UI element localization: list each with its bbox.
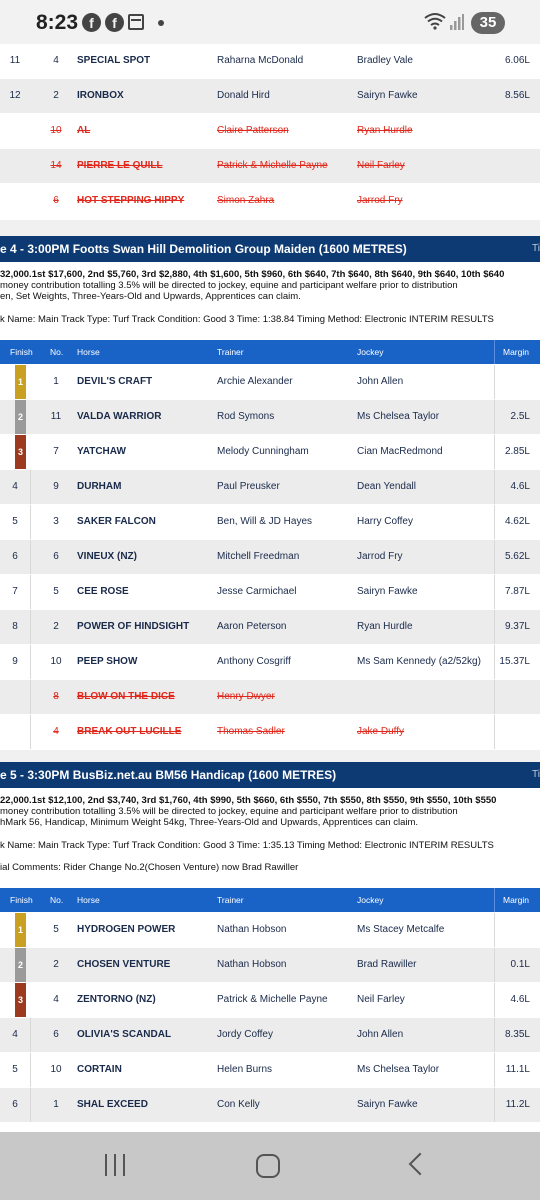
- margin: 2.5L: [510, 411, 530, 422]
- margin: 11.1L: [505, 1064, 530, 1075]
- col-jockey: Jockey: [357, 347, 384, 357]
- race-5-conditions: [0, 795, 540, 828]
- col-trainer: Trainer: [217, 347, 244, 357]
- horse-name[interactable]: VALDA WARRIOR: [77, 411, 162, 422]
- horse-name[interactable]: AL: [77, 125, 91, 136]
- horse-name[interactable]: YATCHAW: [77, 446, 126, 457]
- prize-note: money contribution totalling 3.5% will be directed to jockey, equine and participant welfare prior to distribution: [0, 806, 458, 817]
- horse-number: 2: [53, 90, 59, 101]
- horse-name[interactable]: CORTAIN: [77, 1064, 122, 1075]
- race-5-comments: ial Comments: Rider Change No.2(Chosen Venture) now Brad Rawiller: [0, 862, 299, 873]
- finish-position: 12: [9, 90, 21, 101]
- trainer-name[interactable]: Jesse Carmichael: [217, 586, 297, 597]
- trainer-name[interactable]: Nathan Hobson: [217, 924, 287, 935]
- horse-name[interactable]: DEVIL'S CRAFT: [77, 376, 153, 387]
- table-row[interactable]: [0, 1018, 540, 1052]
- jockey-name[interactable]: Bradley Vale: [357, 55, 413, 66]
- jockey-name[interactable]: Neil Farley: [357, 160, 405, 171]
- wifi-icon: [424, 12, 446, 34]
- table-row[interactable]: [0, 1088, 540, 1122]
- horse-number: 6: [53, 1029, 59, 1040]
- results-page[interactable]: [0, 44, 540, 1132]
- jockey-name[interactable]: Sairyn Fawke: [357, 1099, 418, 1110]
- finish-position: 5: [12, 1064, 18, 1075]
- trainer-name[interactable]: Claire Patterson: [217, 125, 289, 136]
- col-finish: Finish: [10, 347, 33, 357]
- horse-number: 10: [50, 125, 62, 136]
- horse-name[interactable]: OLIVIA'S SCANDAL: [77, 1029, 172, 1040]
- horse-name[interactable]: HYDROGEN POWER: [77, 924, 176, 935]
- col-no: No.: [50, 895, 64, 905]
- horse-number: 10: [50, 1064, 62, 1075]
- trainer-name[interactable]: Patrick & Michelle Payne: [217, 160, 328, 171]
- prize-money: 32,000.1st $17,600, 2nd $5,760, 3rd $2,880, 4th $1,600, 5th $960, 6th $640, 7th $640, 8th $640, 9th $640, 10th $640: [0, 269, 505, 280]
- status-bar: [0, 0, 540, 44]
- table-row[interactable]: [0, 575, 540, 609]
- clock: 8:23: [36, 11, 79, 34]
- race-conditions: en, Set Weights, Three-Years-Old and Upwards, Apprentices can claim.: [0, 291, 301, 302]
- calendar-icon: [128, 14, 144, 30]
- second-place-badge: 2: [15, 400, 26, 434]
- trainer-name[interactable]: Paul Preusker: [217, 481, 280, 492]
- horse-name[interactable]: BREAK OUT LUCILLE: [77, 726, 182, 737]
- battery-icon: 35: [471, 12, 505, 34]
- finish-position: 8: [12, 621, 18, 632]
- trainer-name[interactable]: Ben, Will & JD Hayes: [217, 516, 313, 527]
- jockey-name[interactable]: Ms Stacey Metcalfe: [357, 924, 445, 935]
- finish-position: 5: [12, 516, 18, 527]
- jockey-name[interactable]: Harry Coffey: [357, 516, 413, 527]
- notification-dot-icon: [158, 20, 164, 26]
- margin: 0.1L: [510, 959, 530, 970]
- horse-name[interactable]: SHAL EXCEED: [77, 1099, 148, 1110]
- horse-number: 10: [50, 656, 62, 667]
- first-place-badge: 1: [15, 365, 26, 399]
- trainer-name[interactable]: Aaron Peterson: [217, 621, 287, 632]
- horse-name[interactable]: PIERRE LE QUILL: [77, 160, 163, 171]
- horse-number: 5: [53, 924, 59, 935]
- margin: 8.35L: [504, 1029, 530, 1040]
- jockey-name[interactable]: Ms Chelsea Taylor: [357, 411, 440, 422]
- trainer-name[interactable]: Donald Hird: [217, 90, 270, 101]
- table-row[interactable]: [0, 610, 540, 644]
- col-finish: Finish: [10, 895, 33, 905]
- facebook-icon: f: [82, 13, 101, 32]
- trainer-name[interactable]: Raharna McDonald: [217, 55, 304, 66]
- margin: 15.37L: [499, 656, 530, 667]
- horse-number: 4: [53, 55, 59, 66]
- horse-name[interactable]: ZENTORNO (NZ): [77, 994, 156, 1005]
- second-place-badge: 2: [15, 948, 26, 982]
- margin: 4.6L: [510, 481, 530, 492]
- prize-money: 22,000.1st $12,100, 2nd $3,740, 3rd $1,760, 4th $990, 5th $660, 6th $550, 7th $550, 8th $550, 9th $550, 10th $550: [0, 795, 497, 806]
- horse-number: 5: [53, 586, 59, 597]
- jockey-name[interactable]: Ryan Hurdle: [357, 125, 413, 136]
- trainer-name[interactable]: Jordy Coffey: [217, 1029, 273, 1040]
- table-row[interactable]: [0, 540, 540, 574]
- jockey-name[interactable]: Jarrod Fry: [357, 551, 403, 562]
- section-divider: [0, 750, 540, 762]
- margin: 4.6L: [510, 994, 530, 1005]
- third-place-badge: 3: [15, 983, 26, 1017]
- race-title: e 5 - 3:30PM BusBiz.net.au BM56 Handicap (1600 METRES): [0, 768, 337, 782]
- trainer-name[interactable]: Thomas Sadler: [217, 726, 285, 737]
- col-margin: Margin: [503, 895, 529, 905]
- margin: 9.37L: [504, 621, 530, 632]
- table-row[interactable]: [0, 505, 540, 539]
- table-row-scratched[interactable]: [0, 149, 540, 183]
- jockey-name[interactable]: Jarrod Fry: [357, 195, 403, 206]
- race-5-header[interactable]: [0, 762, 540, 788]
- race-4-header[interactable]: [0, 236, 540, 262]
- system-navigation-bar: [0, 1132, 540, 1200]
- table-row[interactable]: [0, 400, 540, 434]
- horse-name[interactable]: BLOW ON THE DICE: [77, 691, 175, 702]
- jockey-name[interactable]: Sairyn Fawke: [357, 90, 418, 101]
- horse-number: 8: [53, 691, 59, 702]
- horse-number: 4: [53, 726, 59, 737]
- trainer-name[interactable]: Melody Cunningham: [217, 446, 309, 457]
- trainer-name[interactable]: Nathan Hobson: [217, 959, 287, 970]
- finish-position: 9: [12, 656, 18, 667]
- finish-position: 6: [12, 551, 18, 562]
- margin: 7.87L: [504, 586, 530, 597]
- horse-number: 1: [53, 376, 59, 387]
- finish-position: 4: [12, 1029, 18, 1040]
- table-row-scratched[interactable]: [0, 680, 540, 714]
- table-row-scratched[interactable]: [0, 114, 540, 148]
- jockey-name[interactable]: Brad Rawiller: [357, 959, 417, 970]
- jockey-name[interactable]: John Allen: [357, 376, 404, 387]
- jockey-name[interactable]: John Allen: [357, 1029, 404, 1040]
- first-place-badge: 1: [15, 913, 26, 947]
- race-conditions: hMark 56, Handicap, Minimum Weight 54kg, Three-Years-Old and Upwards, Apprentices can claim.: [0, 817, 419, 828]
- recent-apps-icon[interactable]: [105, 1154, 127, 1176]
- jockey-name[interactable]: Sairyn Fawke: [357, 586, 418, 597]
- jockey-name[interactable]: Neil Farley: [357, 994, 405, 1005]
- race-4-conditions: [0, 269, 540, 302]
- jockey-name[interactable]: Dean Yendall: [357, 481, 416, 492]
- horse-number: 6: [53, 551, 59, 562]
- signal-icon: [450, 14, 464, 30]
- section-divider: [0, 220, 540, 236]
- margin: 8.56L: [504, 90, 530, 101]
- back-icon[interactable]: [409, 1153, 432, 1176]
- jockey-name[interactable]: Jake Duffy: [357, 726, 405, 737]
- trainer-name[interactable]: Helen Burns: [217, 1064, 273, 1075]
- table-row[interactable]: [0, 1053, 540, 1087]
- col-margin: Margin: [503, 347, 529, 357]
- table-row[interactable]: [0, 435, 540, 469]
- horse-name[interactable]: CEE ROSE: [77, 586, 129, 597]
- horse-number: 11: [50, 411, 62, 422]
- horse-number: 9: [53, 481, 59, 492]
- jockey-name[interactable]: Cian MacRedmond: [357, 446, 443, 457]
- finish-position: 11: [9, 55, 21, 66]
- margin: 11.2L: [505, 1099, 530, 1110]
- finish-position: 6: [12, 1099, 18, 1110]
- race-title: e 4 - 3:00PM Footts Swan Hill Demolition Group Maiden (1600 METRES): [0, 242, 407, 256]
- margin: 6.06L: [504, 55, 530, 66]
- horse-name[interactable]: VINEUX (NZ): [77, 551, 137, 562]
- table-row[interactable]: [0, 983, 540, 1017]
- horse-name[interactable]: POWER OF HINDSIGHT: [77, 621, 190, 632]
- margin: 4.62L: [504, 516, 530, 527]
- table-row[interactable]: [0, 44, 540, 78]
- trainer-name[interactable]: Mitchell Freedman: [217, 551, 300, 562]
- trainer-name[interactable]: Rod Symons: [217, 411, 275, 422]
- jockey-name[interactable]: Ms Sam Kennedy (a2/52kg): [357, 656, 481, 667]
- margin: 5.62L: [504, 551, 530, 562]
- col-trainer: Trainer: [217, 895, 244, 905]
- table-row[interactable]: [0, 948, 540, 982]
- horse-number: 14: [50, 160, 62, 171]
- home-icon[interactable]: [256, 1154, 280, 1178]
- horse-name[interactable]: HOT STEPPING HIPPY: [77, 195, 185, 206]
- horse-number: 7: [53, 446, 59, 457]
- horse-name[interactable]: CHOSEN VENTURE: [77, 959, 171, 970]
- col-no: No.: [50, 347, 64, 357]
- margin: 2.85L: [504, 446, 530, 457]
- horse-name[interactable]: DURHAM: [77, 481, 122, 492]
- finish-position: 7: [12, 586, 18, 597]
- third-place-badge: 3: [15, 435, 26, 469]
- race-4-table-header: [0, 340, 540, 364]
- horse-number: 4: [53, 994, 59, 1005]
- table-row[interactable]: [0, 470, 540, 504]
- race-4-track-info: k Name: Main Track Type: Turf Track Condition: Good 3 Time: 1:38.84 Timing Method: Electronic INTERIM RESULTS: [0, 314, 494, 325]
- table-row-scratched[interactable]: [0, 715, 540, 749]
- trainer-name[interactable]: Simon Zahra: [217, 195, 275, 206]
- jockey-name[interactable]: Ms Chelsea Taylor: [357, 1064, 440, 1075]
- table-row[interactable]: [0, 365, 540, 399]
- facebook-icon: f: [105, 13, 124, 32]
- trainer-name[interactable]: Con Kelly: [217, 1099, 260, 1110]
- jockey-name[interactable]: Ryan Hurdle: [357, 621, 413, 632]
- trainer-name[interactable]: Archie Alexander: [217, 376, 293, 387]
- finish-position: 4: [12, 481, 18, 492]
- table-row[interactable]: [0, 645, 540, 679]
- horse-name[interactable]: SPECIAL SPOT: [77, 55, 151, 66]
- trainer-name[interactable]: Henry Dwyer: [217, 691, 275, 702]
- horse-number: 3: [53, 516, 59, 527]
- race-header-time-label: Ti: [532, 243, 540, 254]
- table-row[interactable]: [0, 79, 540, 113]
- race-header-time-label: Ti: [532, 769, 540, 780]
- prize-note: money contribution totalling 3.5% will be directed to jockey, equine and participant welfare prior to distribution: [0, 280, 458, 291]
- trainer-name[interactable]: Anthony Cosgriff: [217, 656, 291, 667]
- col-horse: Horse: [77, 895, 100, 905]
- horse-number: 2: [53, 621, 59, 632]
- horse-name[interactable]: PEEP SHOW: [77, 656, 138, 667]
- race-5-table-header: [0, 888, 540, 912]
- horse-number: 2: [53, 959, 59, 970]
- race-5-track-info: k Name: Main Track Type: Turf Track Condition: Good 3 Time: 1:35.13 Timing Method: Electronic INTERIM RESULTS: [0, 840, 494, 851]
- trainer-name[interactable]: Patrick & Michelle Payne: [217, 994, 328, 1005]
- table-row[interactable]: [0, 913, 540, 947]
- horse-name[interactable]: SAKER FALCON: [77, 516, 156, 527]
- horse-number: 6: [53, 195, 59, 206]
- col-horse: Horse: [77, 347, 100, 357]
- table-row-scratched[interactable]: [0, 184, 540, 218]
- horse-name[interactable]: IRONBOX: [77, 90, 124, 101]
- col-jockey: Jockey: [357, 895, 384, 905]
- horse-number: 1: [53, 1099, 59, 1110]
